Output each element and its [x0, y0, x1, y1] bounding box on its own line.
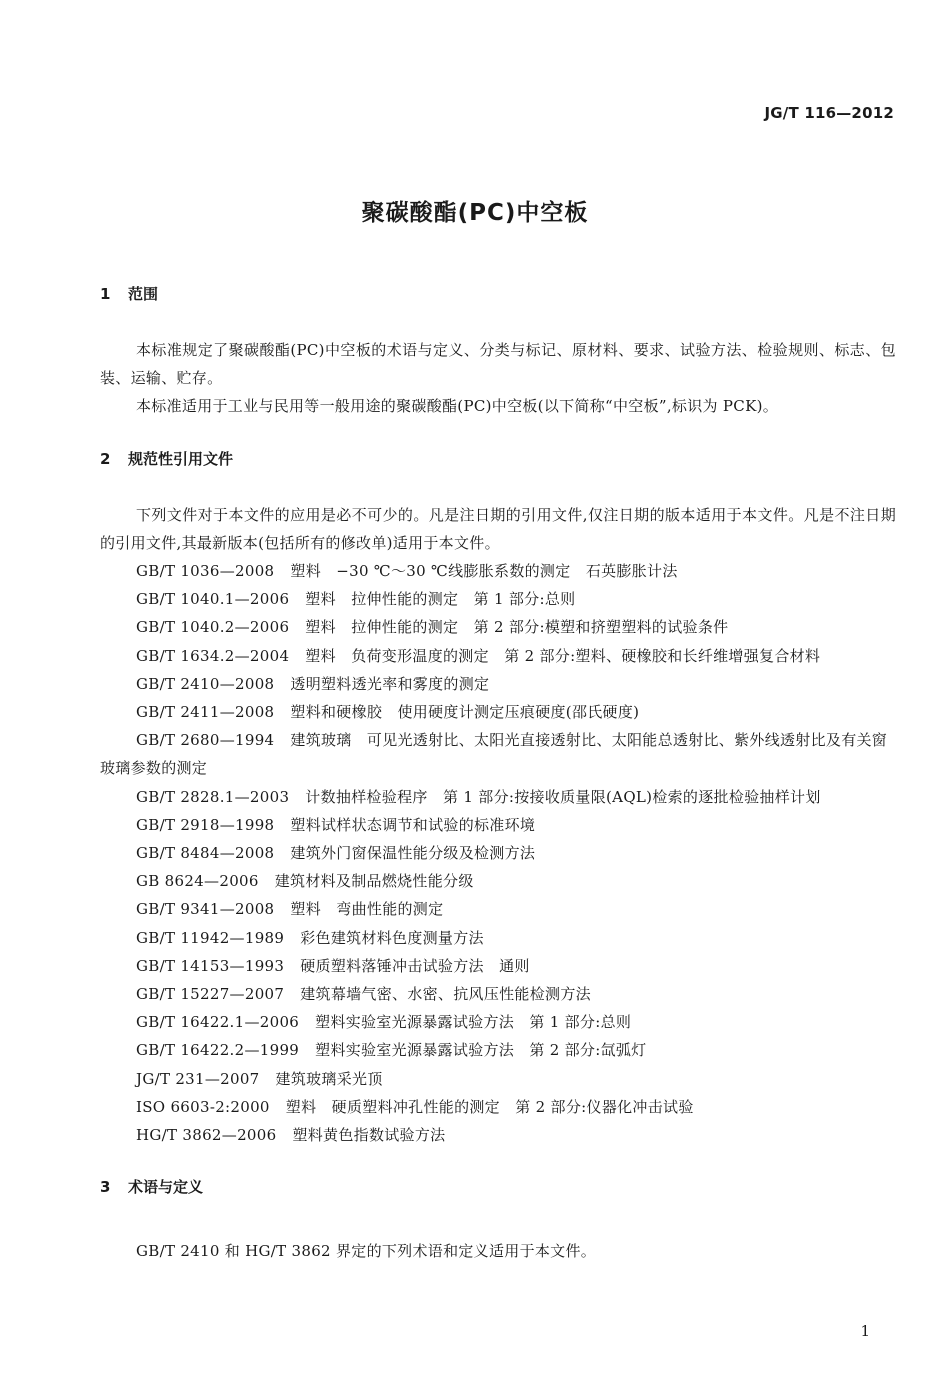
- reference-code: GB/T 2680—1994: [136, 731, 275, 750]
- reference-item: [100, 726, 896, 782]
- reference-item: [100, 839, 896, 867]
- reference-code: GB/T 15227—2007: [136, 985, 285, 1004]
- reference-item: [100, 670, 896, 698]
- reference-name: 塑料 拉伸性能的测定 第 1 部分:总则: [305, 590, 576, 609]
- section-heading-terms-definitions: [100, 1175, 896, 1199]
- reference-name: 彩色建筑材料色度测量方法: [300, 928, 484, 947]
- reference-code: GB/T 1040.1—2006: [136, 590, 290, 609]
- reference-name: 塑料和硬橡胶 使用硬度计测定压痕硬度(邵氏硬度): [290, 703, 640, 722]
- paragraph-intro: 下列文件对于本文件的应用是必不可少的。凡是注日期的引用文件,仅注日期的版本适用于本文件。凡是不注日期的引用文件,其最新版本(包括所有的修改单)适用于本文件。: [100, 505, 896, 552]
- reference-name: 透明塑料透光率和雾度的测定: [290, 674, 490, 693]
- section-title: 术语与定义: [128, 1178, 204, 1197]
- reference-code: ISO 6603-2:2000: [136, 1097, 270, 1116]
- section-title: 范围: [128, 285, 159, 303]
- reference-item: [100, 613, 896, 641]
- reference-code: GB/T 1634.2—2004: [136, 646, 290, 665]
- reference-item: [100, 1008, 896, 1036]
- reference-item: [100, 557, 896, 585]
- reference-code: GB/T 14153—1993: [136, 956, 285, 975]
- reference-item: [100, 811, 896, 839]
- section-heading-normative-references: [100, 447, 896, 471]
- reference-name: 塑料黄色指数试验方法: [292, 1126, 446, 1145]
- reference-name: 塑料 拉伸性能的测定 第 2 部分:模塑和挤塑塑料的试验条件: [305, 618, 729, 637]
- standard-code: JG/T 116—2012: [764, 104, 894, 122]
- reference-code: HG/T 3862—2006: [136, 1126, 277, 1145]
- reference-code: GB/T 8484—2008: [136, 844, 275, 863]
- reference-code: GB/T 16422.1—2006: [136, 1013, 300, 1032]
- reference-name: 塑料 负荷变形温度的测定 第 2 部分:塑料、硬橡胶和长纤维增强复合材料: [305, 646, 821, 665]
- reference-code: GB/T 1036—2008: [136, 562, 275, 581]
- reference-name: 塑料 弯曲性能的测定: [290, 900, 444, 919]
- reference-item: [100, 642, 896, 670]
- reference-code: GB/T 11942—1989: [136, 928, 285, 947]
- reference-code: GB/T 1040.2—2006: [136, 618, 290, 637]
- page-number: 1: [860, 1322, 870, 1340]
- reference-code: GB 8624—2006: [136, 872, 259, 891]
- reference-name: 塑料实验室光源暴露试验方法 第 2 部分:氙弧灯: [315, 1041, 647, 1060]
- reference-code: GB/T 9341—2008: [136, 900, 275, 919]
- reference-item: [100, 1065, 896, 1093]
- reference-name: 建筑玻璃 可见光透射比、太阳光直接透射比、太阳能总透射比、紫外线透射比及有关窗玻璃参数的测定: [100, 731, 888, 778]
- reference-name: 塑料 硬质塑料冲孔性能的测定 第 2 部分:仪器化冲击试验: [285, 1097, 694, 1116]
- reference-code: JG/T 231—2007: [136, 1069, 260, 1088]
- reference-name: 建筑外门窗保温性能分级及检测方法: [290, 844, 536, 863]
- reference-code: GB/T 2828.1—2003: [136, 787, 290, 806]
- document-body: [100, 282, 896, 1265]
- reference-name: 塑料试样状态调节和试验的标准环境: [290, 815, 536, 834]
- reference-item: [100, 1121, 896, 1149]
- reference-list: [100, 557, 896, 1149]
- reference-code: GB/T 2918—1998: [136, 815, 275, 834]
- reference-item: [100, 867, 896, 895]
- paragraph: 本标准适用于工业与民用等一般用途的聚碳酸酯(PC)中空板(以下简称“中空板”,标识为 PCK)。: [136, 397, 779, 416]
- document-title: 聚碳酸酯(PC)中空板: [361, 200, 589, 226]
- section-heading-scope: [100, 282, 896, 306]
- reference-name: 建筑幕墙气密、水密、抗风压性能检测方法: [300, 985, 591, 1004]
- section-title: 规范性引用文件: [128, 449, 234, 468]
- reference-code: GB/T 2410—2008: [136, 674, 275, 693]
- reference-name: 建筑玻璃采光顶: [275, 1069, 383, 1088]
- reference-code: GB/T 16422.2—1999: [136, 1041, 300, 1060]
- reference-name: 塑料实验室光源暴露试验方法 第 1 部分:总则: [315, 1013, 632, 1032]
- reference-item: [100, 952, 896, 980]
- paragraph: GB/T 2410 和 HG/T 3862 界定的下列术语和定义适用于本文件。: [136, 1242, 597, 1261]
- reference-item: [100, 1093, 896, 1121]
- reference-item: [100, 980, 896, 1008]
- section-number: 2: [100, 449, 111, 468]
- reference-name: 计数抽样检验程序 第 1 部分:按接收质量限(AQL)检索的逐批检验抽样计划: [305, 787, 821, 806]
- reference-item: [100, 924, 896, 952]
- reference-name: 塑料 −30 ℃～30 ℃线膨胀系数的测定 石英膨胀计法: [290, 562, 678, 581]
- reference-item: [100, 698, 896, 726]
- paragraph: 本标准规定了聚碳酸酯(PC)中空板的术语与定义、分类与标记、原材料、要求、试验方法、检验规则、标志、包装、运输、贮存。: [100, 341, 896, 388]
- reference-item: [100, 1036, 896, 1064]
- reference-name: 建筑材料及制品燃烧性能分级: [274, 872, 474, 891]
- reference-code: GB/T 2411—2008: [136, 703, 275, 722]
- reference-name: 硬质塑料落锤冲击试验方法 通则: [300, 956, 530, 975]
- reference-item: [100, 895, 896, 923]
- reference-item: [100, 585, 896, 613]
- section-number: 1: [100, 285, 111, 303]
- reference-item: [100, 783, 896, 811]
- section-number: 3: [100, 1178, 111, 1197]
